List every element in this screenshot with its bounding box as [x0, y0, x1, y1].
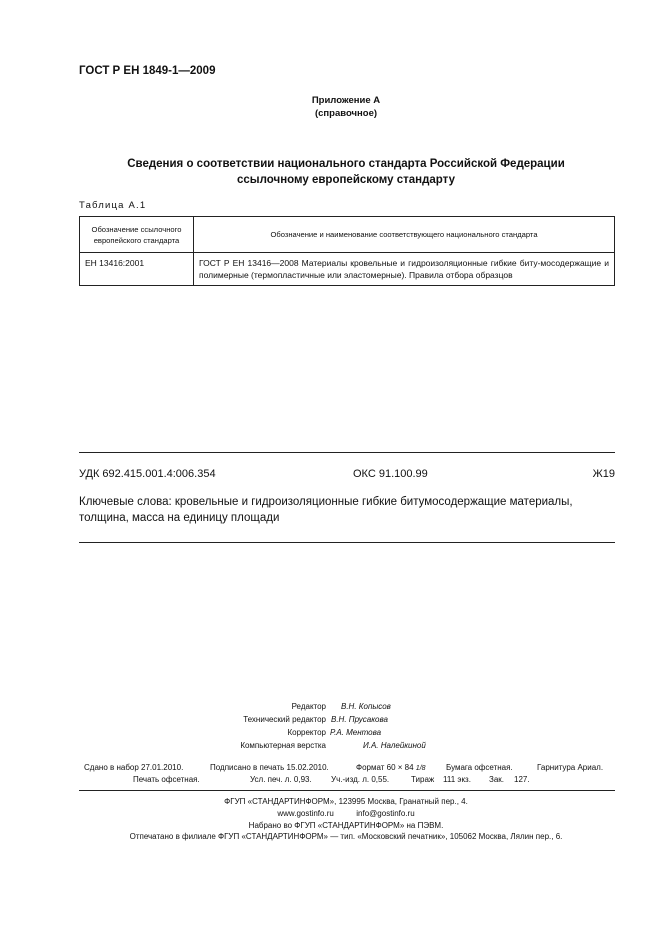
publisher-email-link[interactable]: info@gostinfo.ru — [356, 809, 415, 818]
publisher-typeset: Набрано во ФГУП «СТАНДАРТИНФОРМ» на ПЭВМ. — [248, 821, 444, 830]
document-number: ГОСТ Р ЕН 1849-1—2009 — [79, 65, 216, 77]
credit-name: В.Н. Прусакова — [331, 715, 388, 724]
credit-name: И.А. Налейкиной — [363, 741, 426, 750]
table-cell-national: ГОСТ Р ЕН 13416—2008 Материалы кровельные и гидроизоляционные гибкие биту-мосодержащие и полимерные (термопластичные или эластомерные). Правила отбора образцов — [194, 253, 615, 286]
publisher-printed: Отпечатано в филиале ФГУП «СТАНДАРТИНФОРМ» — тип. «Московский печатник», 105062 Москва, Лялин пер., 6. — [129, 832, 563, 841]
imprint-print-date: Подписано в печать 15.02.2010. — [210, 763, 329, 772]
credit-name: Р.А. Ментова — [330, 728, 382, 737]
credit-role: Компьютерная верстка — [240, 741, 326, 750]
imprint-format-text: Формат 60 × 84 — [356, 763, 414, 772]
divider-top — [79, 452, 615, 453]
udk-code: УДК 692.415.001.4:006.354 — [79, 468, 216, 480]
publisher-website-link[interactable]: www.gostinfo.ru — [277, 809, 334, 818]
publisher-contacts — [0, 809, 661, 818]
imprint-print-type: Печать офсетная. — [133, 775, 200, 784]
imprint-run-value: 111 экз. — [443, 775, 471, 784]
group-code: Ж19 — [592, 468, 615, 480]
imprint-format — [356, 763, 426, 772]
annex-title: Приложение А — [311, 95, 381, 106]
table-label: Таблица А.1 — [79, 200, 147, 211]
annex-type: (справочное) — [314, 108, 378, 119]
divider-imprint — [79, 790, 615, 791]
imprint-sheets: Усл. печ. л. 0,93. — [250, 775, 312, 784]
table-header-row — [80, 217, 615, 253]
imprint-format-fraction: 1/8 — [415, 765, 426, 772]
section-title-line-2: ссылочному европейскому стандарту — [237, 174, 455, 186]
table-row — [80, 253, 615, 286]
table-cell-ref: ЕН 13416:2001 — [80, 253, 194, 286]
imprint-paper: Бумага офсетная. — [446, 763, 513, 772]
imprint-edit-sheets: Уч.-изд. л. 0,55. — [331, 775, 390, 784]
credit-role: Редактор — [291, 702, 326, 711]
credit-role: Технический редактор — [243, 715, 326, 724]
imprint-order-label: Зак. — [489, 775, 505, 784]
divider-bottom — [79, 542, 615, 543]
imprint-order-value: 127. — [514, 775, 530, 784]
credit-role: Корректор — [287, 728, 326, 737]
imprint-run-label: Тираж — [411, 775, 435, 784]
table-header-ref: Обозначение ссылочного европейского стандарта — [80, 217, 194, 253]
imprint-typeface: Гарнитура Ариал. — [537, 763, 604, 772]
credit-name: В.Н. Копысов — [341, 702, 391, 711]
publisher-address: ФГУП «СТАНДАРТИНФОРМ», 123995 Москва, Гранатный пер., 4. — [224, 797, 468, 806]
table-header-national: Обозначение и наименование соответствующего национального стандарта — [194, 217, 615, 253]
imprint-typeset-date: Сдано в набор 27.01.2010. — [84, 763, 184, 772]
keywords: Ключевые слова: кровельные и гидроизоляционные гибкие битумосодержащие материалы, толщина, масса на единицу площади — [79, 496, 573, 524]
correspondence-table — [79, 216, 615, 286]
oks-code: ОКС 91.100.99 — [353, 468, 428, 480]
section-title-line-1: Сведения о соответствии национального стандарта Российской Федерации — [127, 158, 565, 170]
